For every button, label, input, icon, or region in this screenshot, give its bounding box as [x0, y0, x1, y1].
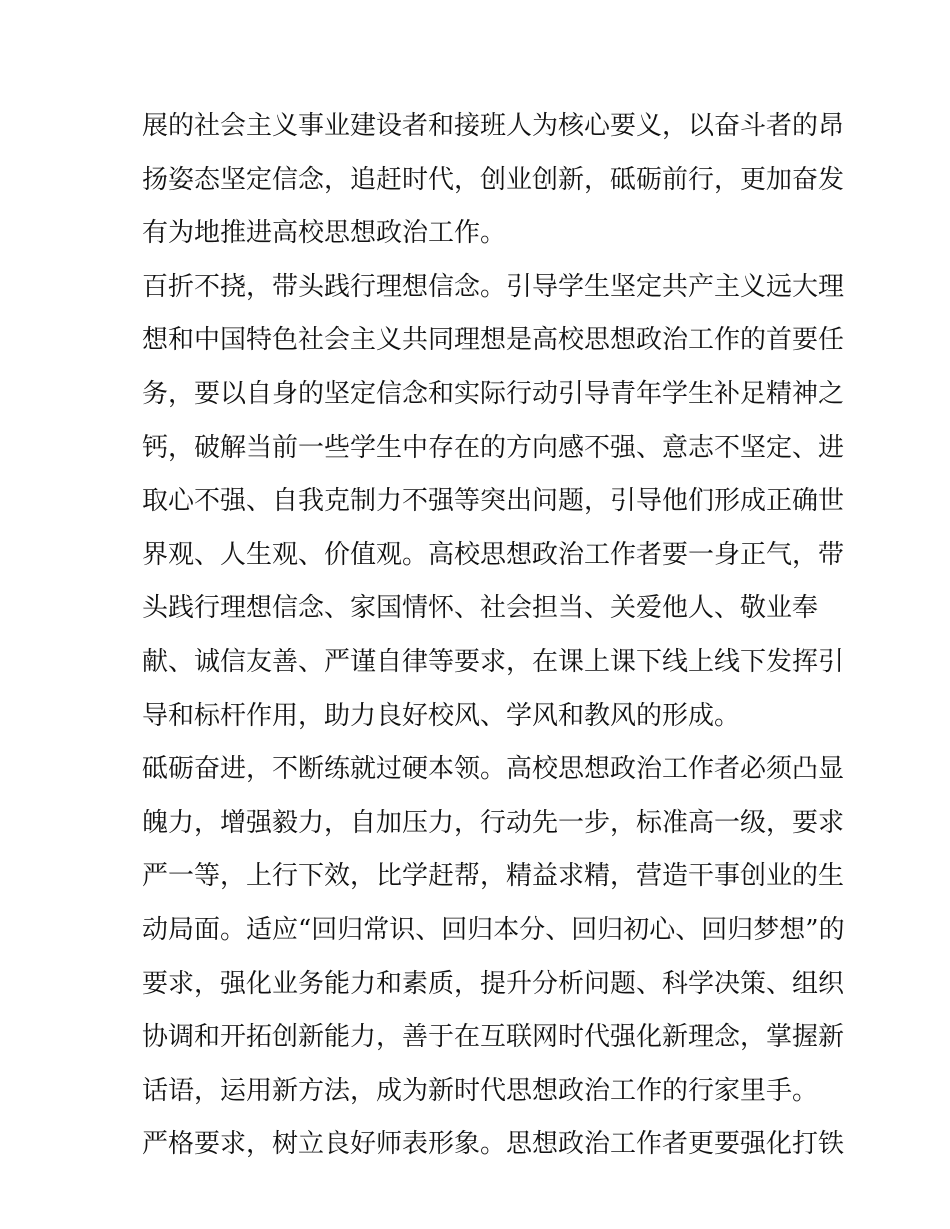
body-text — [142, 100, 845, 1172]
text-line: 严一等，上行下效，比学赶帮，精益求精，营造干事创业的生 — [142, 861, 845, 892]
text-line: 魄力，增强毅力，自加压力，行动先一步，标准高一级，要求 — [142, 807, 845, 838]
text-line: 有为地推进高校思想政治工作。 — [142, 218, 507, 249]
text-line: 砥砺奋进，不断练就过硬本领。高校思想政治工作者必须凸显 — [142, 754, 845, 785]
text-line: 话语，运用新方法，成为新时代思想政治工作的行家里手。 — [142, 1075, 819, 1106]
text-line: 头践行理想信念、家国情怀、社会担当、关爱他人、敬业奉 — [142, 593, 819, 624]
text-line: 想和中国特色社会主义共同理想是高校思想政治工作的首要任 — [142, 325, 845, 356]
text-line: 扬姿态坚定信念，追赶时代，创业创新，砥砺前行，更加奋发 — [142, 164, 845, 195]
text-line: 百折不挠，带头践行理想信念。引导学生坚定共产主义远大理 — [142, 271, 845, 302]
text-line: 协调和开拓创新能力，善于在互联网时代强化新理念，掌握新 — [142, 1022, 845, 1053]
text-line: 展的社会主义事业建设者和接班人为核心要义，以奋斗者的昂 — [142, 111, 845, 141]
text-line: 务，要以自身的坚定信念和实际行动引导青年学生补足精神之 — [142, 378, 845, 409]
text-line: 钙，破解当前一些学生中存在的方向感不强、意志不坚定、进 — [142, 432, 845, 463]
text-line: 动局面。适应“回归常识、回归本分、回归初心、回归梦想”的 — [142, 914, 845, 945]
text-line: 要求，强化业务能力和素质，提升分析问题、科学决策、组织 — [142, 968, 845, 999]
text-line: 取心不强、自我克制力不强等突出问题，引导他们形成正确世 — [142, 486, 845, 517]
text-line: 严格要求，树立良好师表形象。思想政治工作者更要强化打铁 — [142, 1129, 845, 1160]
text-line: 献、诚信友善、严谨自律等要求，在课上课下线上线下发挥引 — [142, 646, 845, 677]
text-line: 导和标杆作用，助力良好校风、学风和教风的形成。 — [142, 700, 741, 731]
text-line: 界观、人生观、价值观。高校思想政治工作者要一身正气，带 — [142, 539, 845, 570]
